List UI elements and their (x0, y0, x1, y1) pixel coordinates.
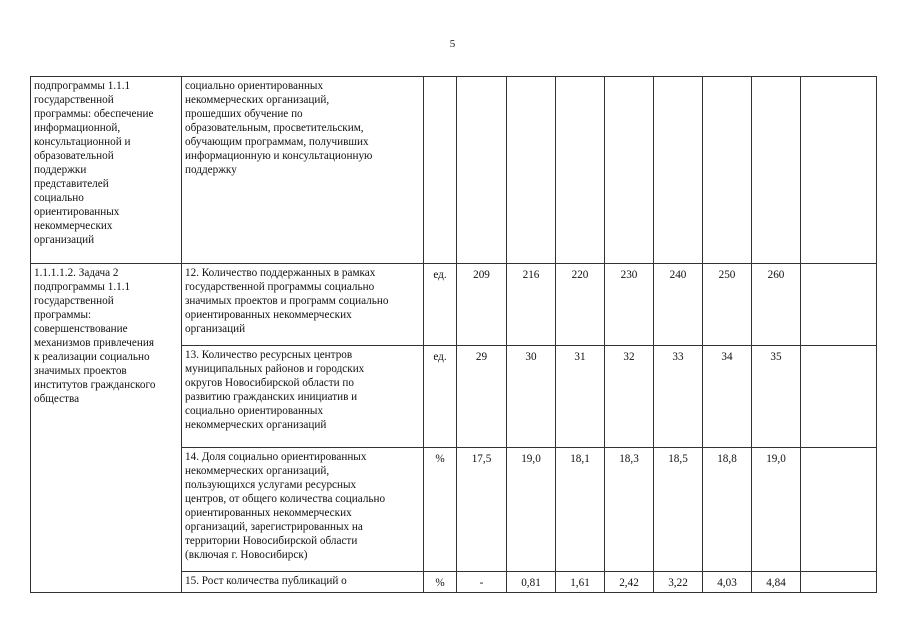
table-row (31, 264, 877, 346)
value-cell: 35 (752, 346, 801, 448)
note-cell (801, 448, 877, 572)
indicator-cell (182, 346, 424, 448)
value-cell (752, 77, 801, 264)
value-cell: 240 (654, 264, 703, 346)
indicator-cell (182, 448, 424, 572)
value-cell (556, 77, 605, 264)
value-cell: 209 (457, 264, 507, 346)
indicator-text: 14. Доля социально ориентированных некоммерческих организаций, пользующихся услугами ресурсных центров, от общего количества социально ориентированных некоммерческих организаций, зарегистрированных на территории Новосибирской области (включая г. Новосибирск) (185, 451, 386, 561)
indicator-text: социально ориентированных некоммерческих организаций, прошедших обучение по образовательным, просветительским, обучающим программам, получивших информационную и консультационную поддержку (185, 80, 373, 176)
value-cell: 18,8 (703, 448, 752, 572)
value-cell: 19,0 (507, 448, 556, 572)
value-cell: 33 (654, 346, 703, 448)
value-cell: 17,5 (457, 448, 507, 572)
value-cell: 32 (605, 346, 654, 448)
unit-cell: ед. (424, 346, 457, 448)
indicator-text: 12. Количество поддержанных в рамках государственной программы социально значимых проектов и программ социально ориентированных некоммерческих организаций (185, 267, 389, 335)
value-cell: 31 (556, 346, 605, 448)
indicator-cell (182, 572, 424, 593)
task-text: 1.1.1.1.2. Задача 2 подпрограммы 1.1.1 государственной программы: совершенствование механизмов привлечения к реализации социально значимых проектов институтов гражданского общества (34, 267, 156, 405)
value-cell: 3,22 (654, 572, 703, 593)
value-cell: - (457, 572, 507, 593)
page-number: 5 (449, 38, 456, 50)
value-cell: 260 (752, 264, 801, 346)
table-row (31, 77, 877, 264)
unit-cell: ед. (424, 264, 457, 346)
task-cell (31, 264, 182, 593)
indicator-text: 13. Количество ресурсных центров муниципальных районов и городских округов Новосибирской области по развитию гражданских инициатив и социально ориентированных некоммерческих организаций (185, 349, 365, 431)
value-cell: 18,3 (605, 448, 654, 572)
value-cell: 0,81 (507, 572, 556, 593)
value-cell (654, 77, 703, 264)
value-cell: 250 (703, 264, 752, 346)
value-cell: 34 (703, 346, 752, 448)
note-cell (801, 77, 877, 264)
indicator-cell (182, 77, 424, 264)
value-cell (457, 77, 507, 264)
unit-cell: % (424, 448, 457, 572)
unit-cell: % (424, 572, 457, 593)
indicators-table (30, 76, 877, 593)
value-cell: 230 (605, 264, 654, 346)
value-cell (507, 77, 556, 264)
task-text: подпрограммы 1.1.1 государственной программы: обеспечение информационной, консультационной и образовательной поддержки представителей социально ориентированных некоммерческих организаций (34, 80, 154, 246)
value-cell: 19,0 (752, 448, 801, 572)
indicator-cell (182, 264, 424, 346)
value-cell: 4,84 (752, 572, 801, 593)
value-cell: 2,42 (605, 572, 654, 593)
value-cell (605, 77, 654, 264)
value-cell: 4,03 (703, 572, 752, 593)
value-cell: 18,5 (654, 448, 703, 572)
value-cell (703, 77, 752, 264)
note-cell (801, 572, 877, 593)
note-cell (801, 264, 877, 346)
task-cell (31, 77, 182, 264)
note-cell (801, 346, 877, 448)
value-cell: 30 (507, 346, 556, 448)
value-cell: 18,1 (556, 448, 605, 572)
indicator-text: 15. Рост количества публикаций о (185, 575, 347, 587)
value-cell: 216 (507, 264, 556, 346)
value-cell: 1,61 (556, 572, 605, 593)
value-cell: 29 (457, 346, 507, 448)
unit-cell (424, 77, 457, 264)
value-cell: 220 (556, 264, 605, 346)
